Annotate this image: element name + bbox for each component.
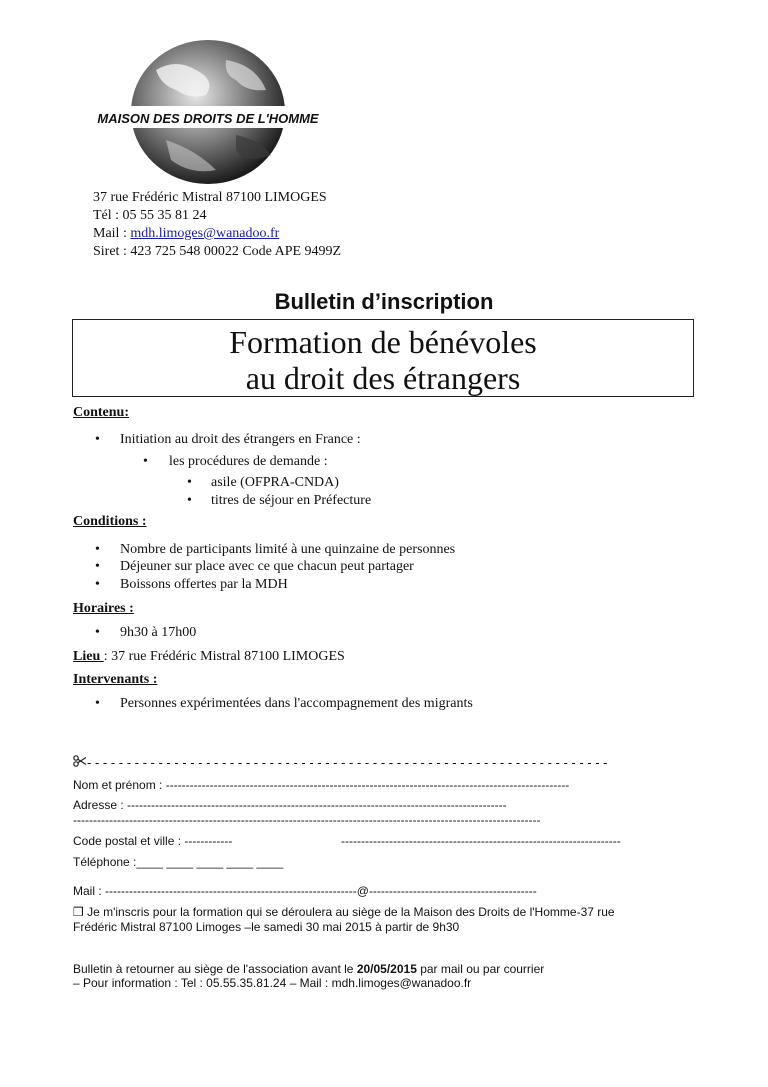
list-item (95, 625, 695, 641)
globe-logo-icon (96, 40, 320, 190)
phone-line: Tél : 05 55 35 81 24 (93, 208, 207, 223)
bullet-icon: • (143, 454, 148, 469)
cut-line (73, 755, 685, 770)
list-item (187, 493, 687, 509)
lieu-text: : 37 rue Frédéric Mistral 87100 LIMOGES (103, 649, 345, 664)
bullet-icon: • (95, 559, 100, 574)
list-item (143, 454, 693, 470)
registration-checkbox-text: Frédéric Mistral 87100 Limoges –le samedi 30 mai 2015 à partir de 9h30 (73, 920, 460, 934)
bullet-icon: • (95, 696, 100, 711)
page-subtitle: Bulletin d’inscription (274, 289, 494, 314)
contenu-heading: Contenu: (73, 405, 130, 420)
bullet-icon: • (95, 432, 100, 447)
list-item-text: Initiation au droit des étrangers en France : (120, 432, 361, 447)
return-notice (73, 962, 544, 976)
list-item-text: Nombre de participants limité à une quinzaine de personnes (120, 542, 456, 557)
bullet-icon: • (95, 542, 100, 557)
list-item-text: Boissons offertes par la MDH (120, 577, 288, 592)
conditions-heading: Conditions : (73, 514, 147, 529)
code-postal-field[interactable]: Code postal et ville : ------------ (73, 834, 233, 848)
list-item-text: les procédures de demande : (169, 454, 328, 469)
adresse-field[interactable]: Adresse : ----------------------------------------------------------------------------------------------- (73, 798, 507, 812)
lieu-heading: Lieu (73, 649, 104, 664)
return-prefix: Bulletin à retourner au siège de l'association avant le (73, 962, 357, 976)
mail-line (93, 225, 341, 243)
scissors-icon (73, 755, 87, 770)
bullet-icon: • (95, 577, 100, 592)
horaires-heading: Horaires : (73, 601, 134, 616)
return-suffix: par mail ou par courrier (416, 962, 545, 976)
bullet-icon: • (187, 475, 192, 490)
address-line: 37 rue Frédéric Mistral 87100 LIMOGES (93, 190, 327, 205)
intervenants-heading: Intervenants : (73, 672, 158, 687)
nom-field[interactable]: Nom et prénom : ----------------------------------------------------------------------------------------------------- (73, 778, 570, 792)
adresse-continuation-field[interactable]: --------------------------------------------------------------------------------------------------------------------- (73, 813, 541, 827)
title-box (72, 319, 694, 397)
siret-line: Siret : 423 725 548 00022 Code APE 9499Z (93, 244, 342, 259)
bullet-icon: • (187, 493, 192, 508)
ville-field[interactable]: ---------------------------------------------------------------------- (341, 834, 621, 848)
title-line-1: Formation de bénévoles (229, 324, 537, 360)
list-item (95, 542, 695, 558)
mail-link[interactable]: mdh.limoges@wanadoo.fr (130, 226, 280, 241)
lieu-line (73, 649, 345, 665)
info-line: – Pour information : Tel : 05.55.35.81.24 – Mail : mdh.limoges@wanadoo.fr (73, 976, 472, 990)
list-item (187, 475, 687, 491)
list-item-text: 9h30 à 17h00 (120, 625, 197, 640)
logo-text: MAISON DES DROITS DE L'HOMME (97, 111, 319, 126)
list-item (95, 696, 695, 712)
list-item (95, 559, 695, 575)
registration-checkbox[interactable]: ❒ Je m'inscris pour la formation qui se déroulera au siège de la Maison des Droits de l'Homme-37 rue (73, 905, 615, 919)
logo (96, 40, 320, 190)
bullet-icon: • (95, 625, 100, 640)
organization-address-block (93, 189, 341, 261)
list-item-text: asile (OFPRA-CNDA) (211, 475, 339, 490)
return-date: 20/05/2015 (356, 962, 417, 976)
list-item-text: Personnes expérimentées dans l'accompagnement des migrants (120, 696, 473, 711)
list-item-text: Déjeuner sur place avec ce que chacun peut partager (120, 559, 414, 574)
mail-label: Mail : (93, 226, 131, 241)
mail-field[interactable]: Mail : ---------------------------------------------------------------@------------------------------------------ (73, 884, 537, 898)
cut-dashes: - - - - - - - - - - - - - - - - - - - - - - - - - - - - - - - - - - - - - - - - - - - - - - - - - - - - - - - - - - - - - - - - - - (87, 755, 608, 770)
list-item (95, 432, 695, 448)
list-item-text: titres de séjour en Préfecture (211, 493, 372, 508)
list-item (95, 577, 695, 593)
title-line-2: au droit des étrangers (245, 360, 521, 396)
telephone-field[interactable]: Téléphone :____ ____ ____ ____ ____ (73, 855, 284, 869)
